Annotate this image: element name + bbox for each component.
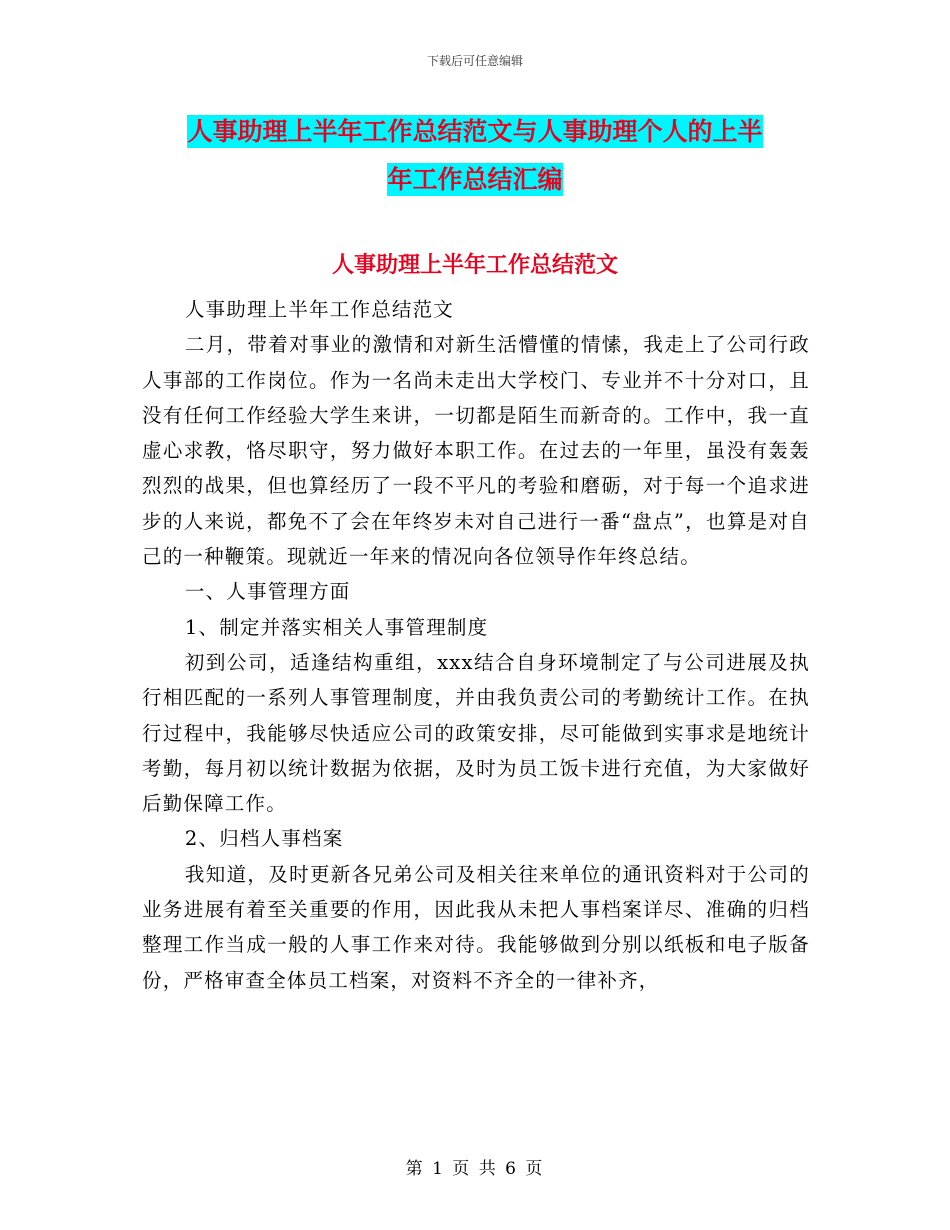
paragraph: 1、制定并落实相关人事管理制度 xyxy=(184,615,489,639)
document-title xyxy=(140,108,810,204)
document-title-line-2: 年工作总结汇编 xyxy=(387,165,563,194)
paragraph: 二月，带着对事业的激情和对新生活懵懂的情愫，我走上了公司行政人事部的工作岗位。作为一名尚未走出大学校门、专业并不十分对口，且没有任何工作经验大学生来讲，一切都是陌生而新奇的。工作中，我一直虚心求教，恪尽职守，努力做好本职工作。在过去的一年里，虽没有轰轰烈烈的战果，但也算经历了一段不平凡的考验和磨砺，对于每一个追求进步的人来说，都免不了会在年终岁未对自己进行一番“盘点”，也算是对自己的一种鞭策。现就近一年来的情况向各位领导作年终总结。 xyxy=(142,333,810,569)
paragraph: 2、归档人事档案 xyxy=(184,827,344,851)
paragraph: 我知道，及时更新各兄弟公司及相关往来单位的通讯资料对于公司的业务进展有着至关重要的作用，因此我从未把人事档案详尽、准确的归档整理工作当成一般的人事工作来对待。我能够做到分别以纸板和电子版备份，严格审查全体员工档案，对资料不齐全的一律补齐， xyxy=(142,862,810,992)
header-note: 下载后可任意编辑 xyxy=(426,54,523,68)
paragraph: 初到公司，适逢结构重组，xxx结合自身环境制定了与公司进展及执行相匹配的一系列人事管理制度，并由我负责公司的考勤统计工作。在执行过程中，我能够尽快适应公司的政策安排，尽可能做到实事求是地统计考勤，每月初以统计数据为依据，及时为员工饭卡进行充值，为大家做好后勤保障工作。 xyxy=(142,650,810,816)
paragraph: 一、人事管理方面 xyxy=(184,580,351,604)
document-title-line-1: 人事助理上半年工作总结范文与人事助理个人的上半 xyxy=(187,117,763,146)
document-body xyxy=(142,292,810,998)
page-number: 第 1 页 共 6 页 xyxy=(405,1159,545,1179)
paragraph: 人事助理上半年工作总结范文 xyxy=(184,298,454,321)
section-title: 人事助理上半年工作总结范文 xyxy=(331,253,618,278)
